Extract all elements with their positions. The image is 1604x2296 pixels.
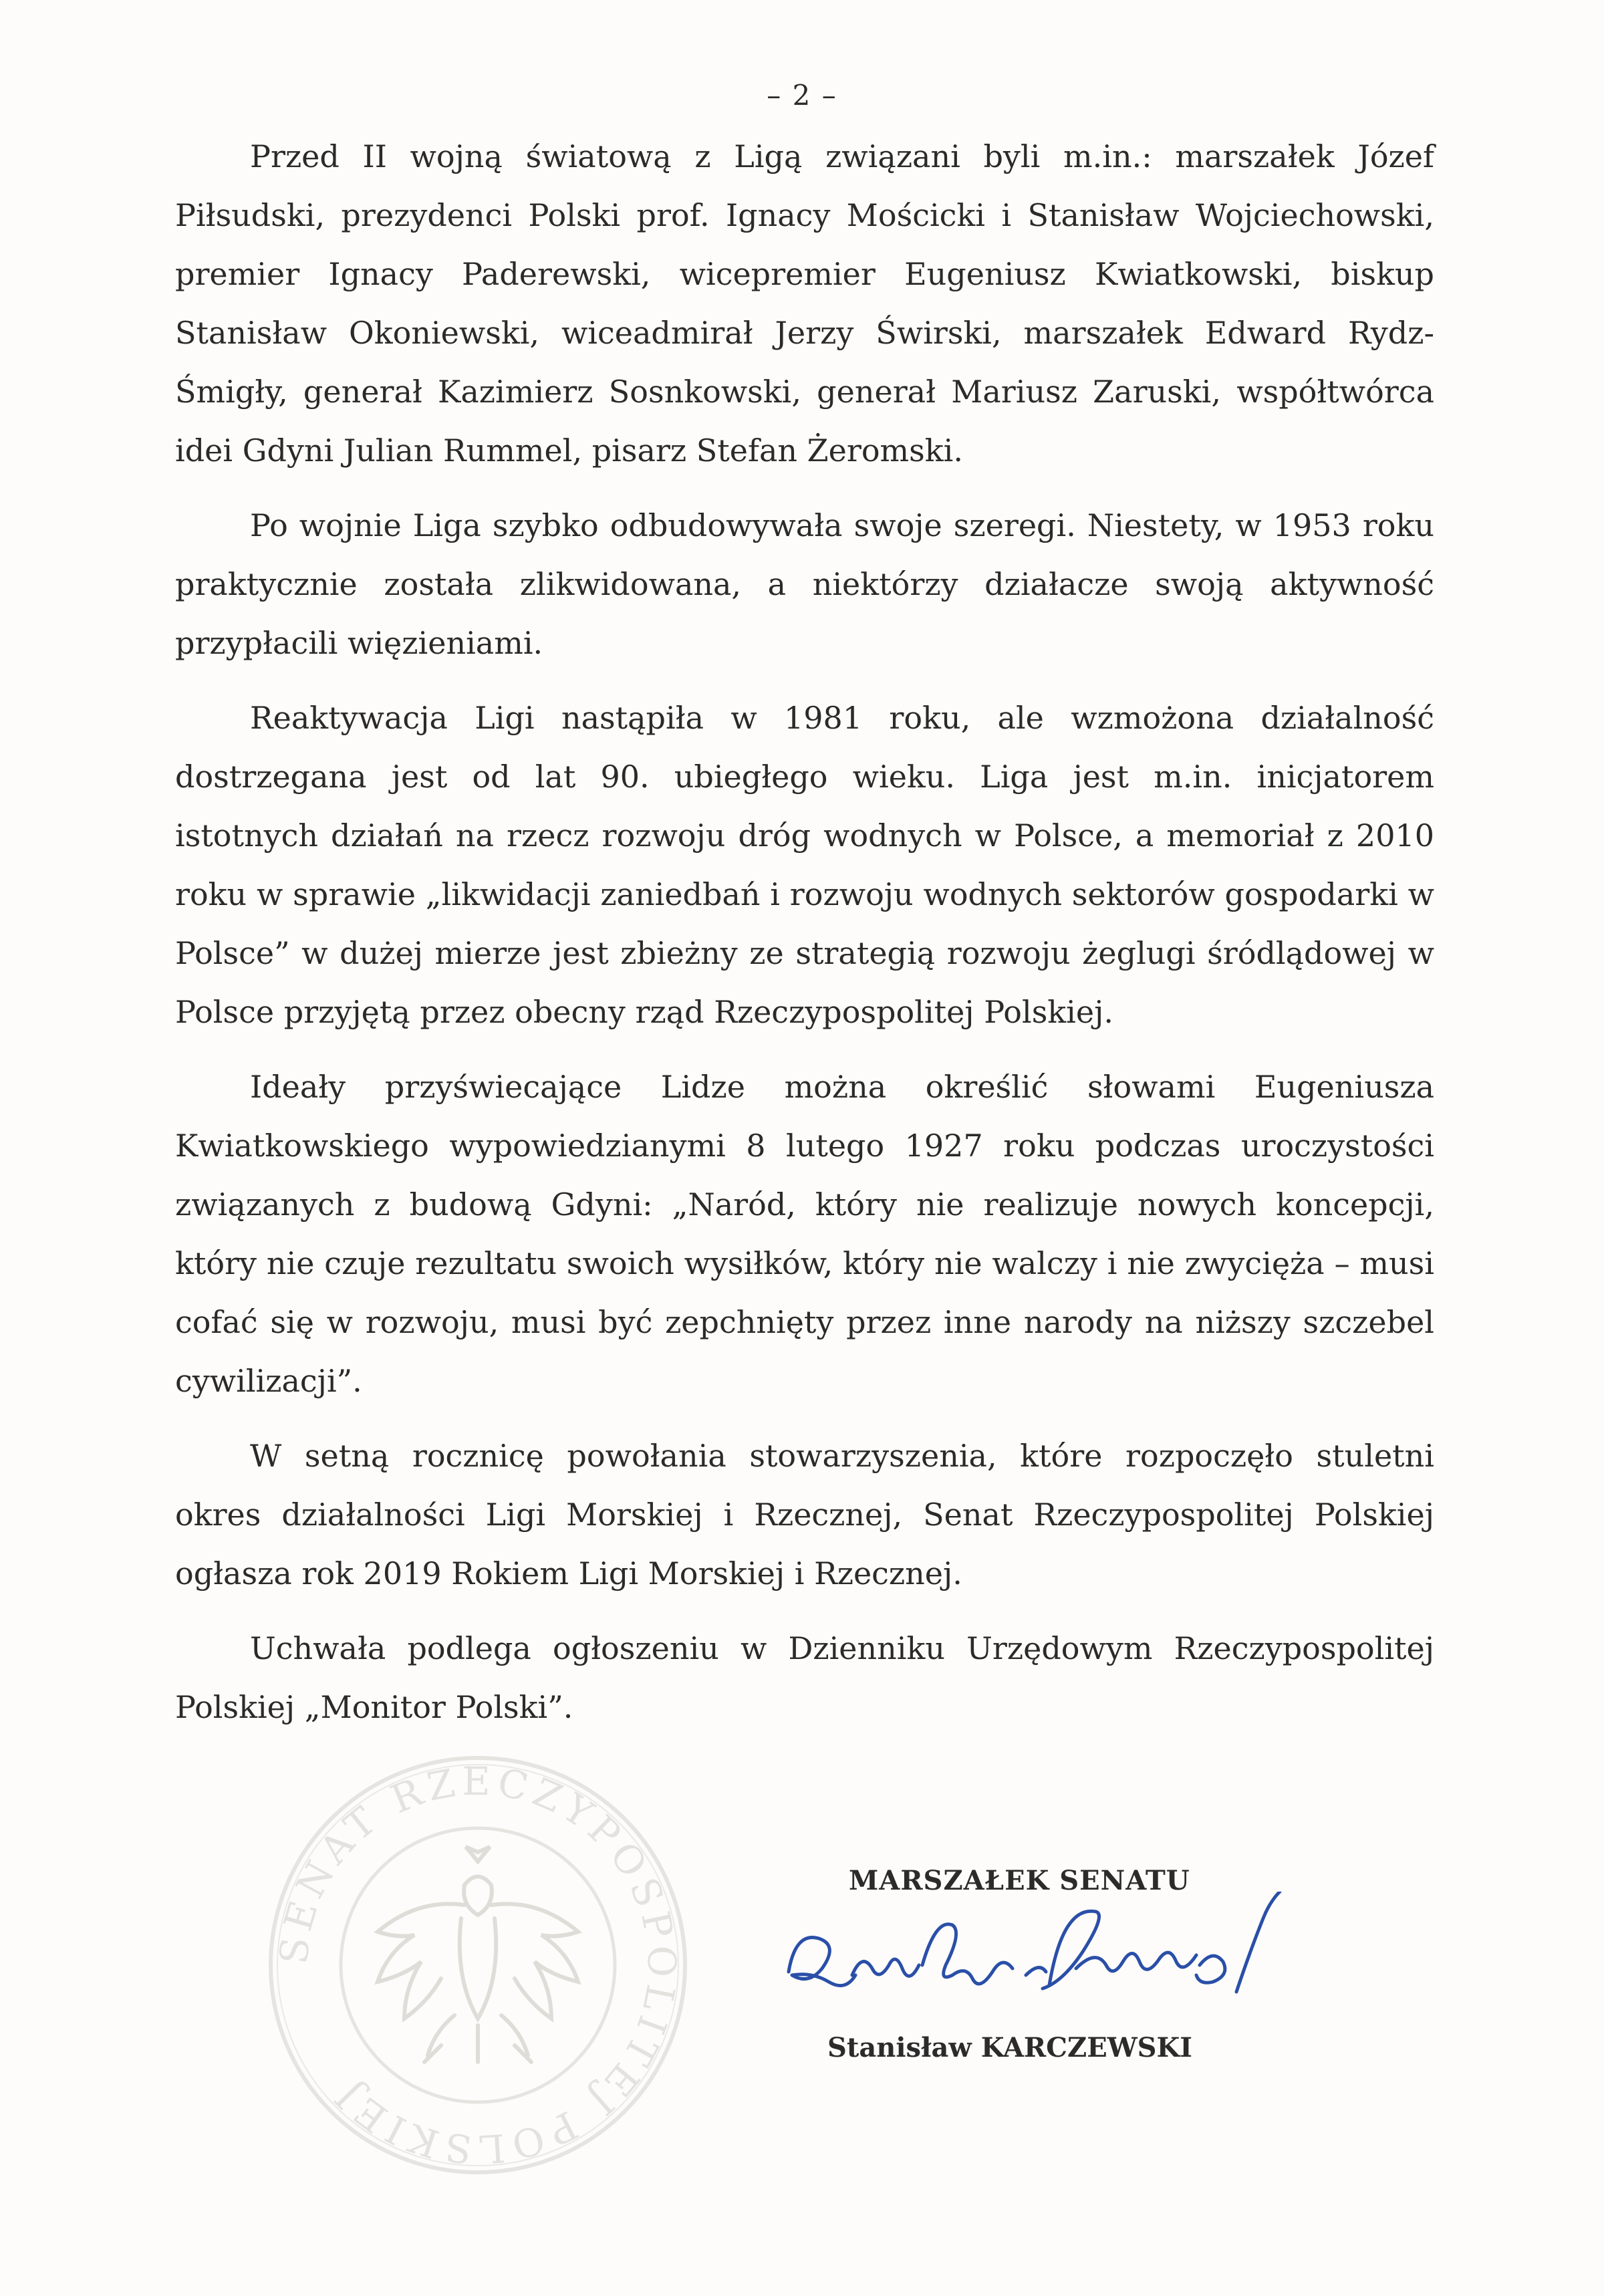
signature-name: Stanisław KARCZEWSKI xyxy=(827,2032,1192,2063)
document-body xyxy=(175,127,1434,1753)
paragraph-publication: Uchwała podlega ogłoszeniu w Dzienniku Urzędowym Rzeczypospolitej Polskiej „Monitor Polski”. xyxy=(175,1630,1434,1725)
signature-title: MARSZAŁEK SENATU xyxy=(849,1865,1190,1896)
handwritten-signature xyxy=(775,1892,1283,2025)
paragraph-historical-members: Przed II wojną światową z Ligą związani byli m.in.: marszałek Józef Piłsudski, prezydenci Polski prof. Ignacy Mościcki i Stanisław Wojciechowski, premier Ignacy Paderewski, wicepremier Eugeniusz Kwiatkowski, biskup Stanisław Okoniewski, wiceadmirał Jerzy Świrski, marszałek Edward Rydz-Śmigły, generał Kazimierz Sosnkowski, generał Mariusz Zaruski, współtwórca idei Gdyni Julian Rummel, pisarz Stefan Żeromski. xyxy=(175,138,1434,469)
paragraph-centenary: W setną rocznicę powołania stowarzyszenia, które rozpoczęło stuletni okres działalności Ligi Morskiej i Rzecznej, Senat Rzeczypospolitej Polskiej ogłasza rok 2019 Rokiem Ligi Morskiej i Rzecznej. xyxy=(175,1438,1434,1591)
seal-text: SENAT RZECZYPOSPOLITEJ POLSKIEJ xyxy=(271,1758,685,2172)
paragraph-reactivation: Reaktywacja Ligi nastąpiła w 1981 roku, ale wzmożona działalność dostrzegana jest od lat 90. ubiegłego wieku. Liga jest m.in. inicjatorem istotnych działań na rzecz rozwoju dróg wodnych w Polsce, a memoriał z 2010 roku w sprawie „likwidacji zaniedbań i rozwoju wodnych sektorów gospodarki w Polsce” w dużej mierze jest zbieżny ze strategią rozwoju żeglugi śródlądowej w Polsce przyjętą przez obecny rząd Rzeczypospolitej Polskiej. xyxy=(175,700,1434,1030)
svg-text:SENAT RZECZYPOSPOLITEJ POLSKIE xyxy=(271,1759,684,2172)
page-number: – 2 – xyxy=(767,79,837,112)
senate-seal-emboss xyxy=(264,1751,692,2179)
paragraph-ideals: Ideały przyświecające Lidze można określić słowami Eugeniusza Kwiatkowskiego wypowiedzianymi 8 lutego 1927 roku podczas uroczystości związanych z budową Gdyni: „Naród, który nie realizuje nowych koncepcji, który nie czuje rezultatu swoich wysiłków, który nie walczy i nie zwycięża – musi cofać się w rozwoju, musi być zepchnięty przez inne narody na niższy szczebel cywilizacji”. xyxy=(175,1069,1434,1399)
paragraph-postwar: Po wojnie Liga szybko odbudowywała swoje szeregi. Niestety, w 1953 roku praktycznie została zlikwidowana, a niektórzy działacze swoją aktywność przypłacili więzieniami. xyxy=(175,507,1434,661)
signature-block xyxy=(775,1865,1283,2085)
eagle-emblem-icon xyxy=(378,1847,578,2062)
